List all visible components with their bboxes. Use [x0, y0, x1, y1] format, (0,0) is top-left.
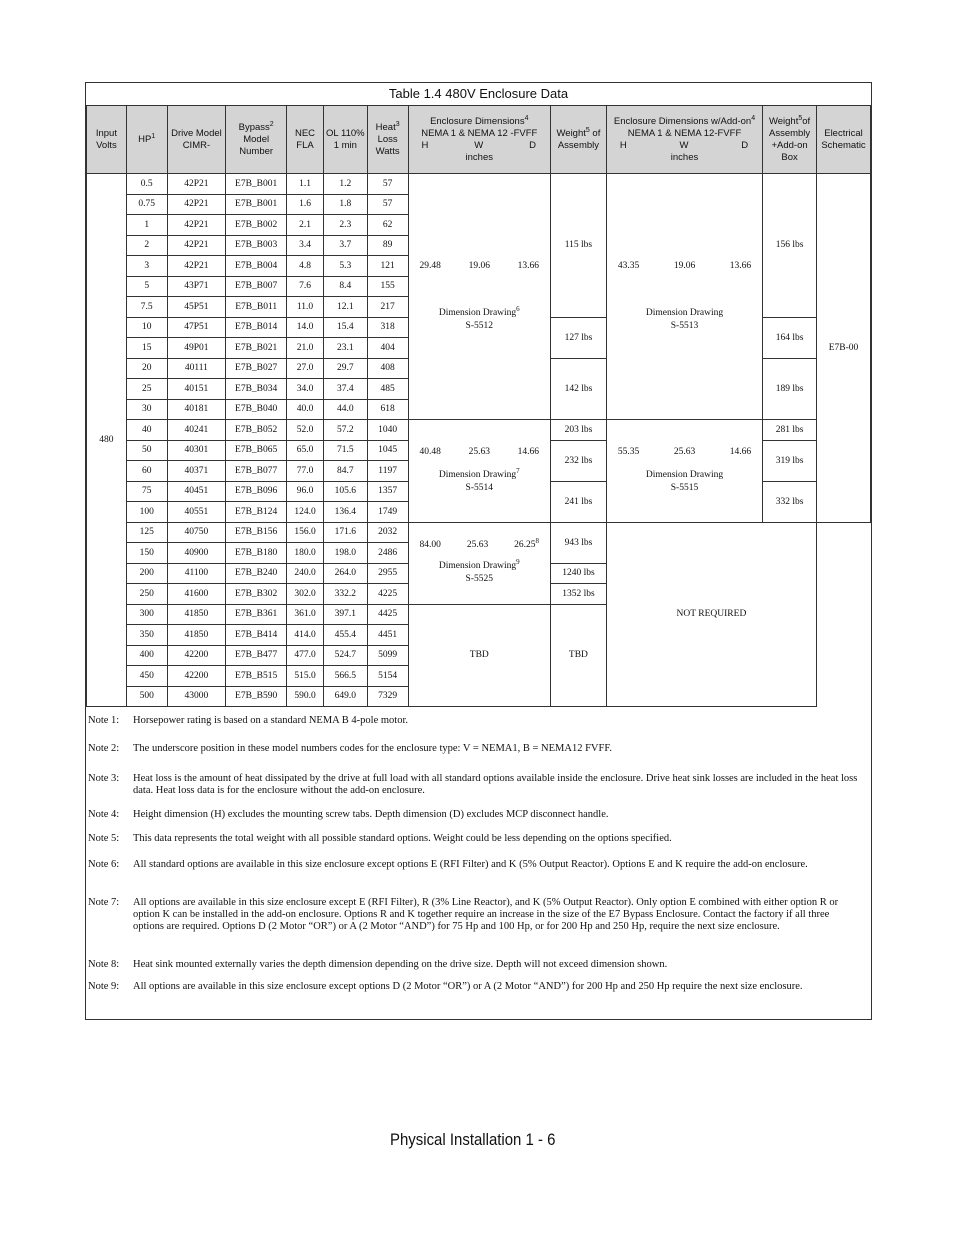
heat-loss-cell: 7329: [367, 686, 408, 707]
bypass-model-cell: E7B_B590: [226, 686, 287, 707]
ol-cell: 566.5: [323, 666, 367, 687]
heat-loss-cell: 4451: [367, 625, 408, 646]
input-volts-cell: 480: [87, 174, 127, 707]
drive-model-cell: 41600: [167, 584, 226, 605]
nec-fla-cell: 3.4: [287, 235, 324, 256]
note-text: Heat sink mounted externally varies the depth dimension depending on the drive size. Depth will not exceed dimension shown.: [133, 959, 668, 970]
nec-fla-cell: 124.0: [287, 502, 324, 523]
bypass-model-cell: E7B_B156: [226, 522, 287, 543]
table-frame: [85, 82, 872, 1020]
hp-cell: 15: [126, 338, 167, 359]
weight-cell: 1240 lbs: [551, 563, 607, 584]
bypass-model-cell: E7B_B001: [226, 194, 287, 215]
ol-cell: 71.5: [323, 440, 367, 461]
dimension-drawing-label: Dimension Drawing$^7$ S-5514: [438, 466, 520, 493]
drive-model-cell: 40371: [167, 461, 226, 482]
heat-loss-cell: 318: [367, 317, 408, 338]
note-item: [88, 773, 858, 797]
nec-fla-cell: 1.1: [287, 174, 324, 195]
bypass-model-cell: E7B_B302: [226, 584, 287, 605]
dimension-values: 29.48 19.06 13.66: [419, 260, 539, 271]
weight-cell: 142 lbs: [551, 358, 607, 420]
drive-model-cell: 41850: [167, 604, 226, 625]
drive-model-cell: 47P51: [167, 317, 226, 338]
ol-cell: 44.0: [323, 399, 367, 420]
bypass-model-cell: E7B_B180: [226, 543, 287, 564]
header-addon-weight: Weight$^5$of Assembly +Add-on Box: [763, 106, 817, 174]
hp-cell: 3: [126, 256, 167, 277]
nec-fla-cell: 34.0: [287, 379, 324, 400]
bypass-model-cell: E7B_B124: [226, 502, 287, 523]
dimension-drawing-label: Dimension Drawing$^6$ S-5512: [438, 304, 520, 331]
note-text: All options are available in this size enclosure except options D (2 Motor “OR”) or A (2 Motor “AND”) for 200 Hp and 250 Hp require the next size enclosure.: [133, 981, 803, 992]
table-row: [87, 522, 871, 543]
drive-model-cell: 43000: [167, 686, 226, 707]
note-item: [88, 809, 858, 821]
header-drive-model: Drive Model CIMR-: [167, 106, 226, 174]
drive-model-cell: 40900: [167, 543, 226, 564]
hp-cell: 10: [126, 317, 167, 338]
addon-dim-group: [606, 174, 762, 420]
ol-cell: 264.0: [323, 563, 367, 584]
enclosure-data-table: [86, 105, 871, 707]
note-text: Heat loss is the amount of heat dissipated by the drive at full load with all standard options available inside the enclosure. Drive heat sink losses are included in the heat loss data. Heat loss data is for the enclosure without the add-on enclosure.: [133, 773, 858, 796]
drive-model-cell: 40111: [167, 358, 226, 379]
dimension-values: 84.00 25.63 26.25$^8$: [419, 536, 539, 550]
heat-loss-cell: 217: [367, 297, 408, 318]
nec-fla-cell: 361.0: [287, 604, 324, 625]
note-label: Note 4:: [88, 809, 120, 820]
heat-loss-cell: 155: [367, 276, 408, 297]
dimension-drawing-label: Dimension Drawing S-5513: [645, 307, 724, 331]
nec-fla-cell: 302.0: [287, 584, 324, 605]
hp-cell: 400: [126, 645, 167, 666]
note-label: Note 5:: [88, 833, 120, 844]
nec-fla-cell: 21.0: [287, 338, 324, 359]
note-item: [88, 959, 858, 971]
nec-fla-cell: 11.0: [287, 297, 324, 318]
bypass-model-cell: E7B_B077: [226, 461, 287, 482]
note-text: This data represents the total weight with all possible standard options. Weight could be less depending on the options specified.: [133, 833, 672, 844]
heat-loss-cell: 2955: [367, 563, 408, 584]
ol-cell: 1.2: [323, 174, 367, 195]
weight-cell: 115 lbs: [551, 174, 607, 318]
nec-fla-cell: 414.0: [287, 625, 324, 646]
weight-cell: 232 lbs: [551, 440, 607, 481]
nec-fla-cell: 27.0: [287, 358, 324, 379]
hp-cell: 100: [126, 502, 167, 523]
heat-loss-cell: 1357: [367, 481, 408, 502]
weight-cell: TBD: [551, 604, 607, 707]
schematic-cell: E7B-00: [817, 174, 871, 523]
ol-cell: 136.4: [323, 502, 367, 523]
note-item: [88, 859, 858, 871]
hp-cell: 300: [126, 604, 167, 625]
bypass-model-cell: E7B_B361: [226, 604, 287, 625]
drive-model-cell: 42P21: [167, 256, 226, 277]
nec-fla-cell: 52.0: [287, 420, 324, 441]
hp-cell: 2: [126, 235, 167, 256]
bypass-model-cell: E7B_B027: [226, 358, 287, 379]
header-bypass-model: Bypass$^2$ Model Number: [226, 106, 287, 174]
bypass-model-cell: E7B_B040: [226, 399, 287, 420]
header-schematic: Electrical Schematic: [817, 106, 871, 174]
header-heat-loss: Heat$^3$ Loss Watts: [367, 106, 408, 174]
nec-fla-cell: 65.0: [287, 440, 324, 461]
ol-cell: 8.4: [323, 276, 367, 297]
nec-fla-cell: 180.0: [287, 543, 324, 564]
drive-model-cell: 42200: [167, 645, 226, 666]
heat-loss-cell: 5154: [367, 666, 408, 687]
bypass-model-cell: E7B_B001: [226, 174, 287, 195]
table-body: [87, 174, 871, 707]
addon-not-required: NOT REQUIRED: [606, 522, 816, 707]
nec-fla-cell: 1.6: [287, 194, 324, 215]
heat-loss-cell: 1197: [367, 461, 408, 482]
weight-cell: 943 lbs: [551, 522, 607, 563]
ol-cell: 12.1: [323, 297, 367, 318]
hp-cell: 150: [126, 543, 167, 564]
note-text: The underscore position in these model numbers codes for the enclosure type: V = NEMA1, B = NEMA12 FVFF.: [133, 743, 612, 754]
ol-cell: 2.3: [323, 215, 367, 236]
bypass-model-cell: E7B_B004: [226, 256, 287, 277]
bypass-model-cell: E7B_B034: [226, 379, 287, 400]
drive-model-cell: 40451: [167, 481, 226, 502]
heat-loss-cell: 2032: [367, 522, 408, 543]
hp-cell: 50: [126, 440, 167, 461]
ol-cell: 332.2: [323, 584, 367, 605]
hp-cell: 450: [126, 666, 167, 687]
nec-fla-cell: 2.1: [287, 215, 324, 236]
addon-weight-cell: 156 lbs: [763, 174, 817, 318]
drive-model-cell: 42200: [167, 666, 226, 687]
enclosure-dim-group: [408, 522, 550, 604]
drive-model-cell: 40241: [167, 420, 226, 441]
header-input-volts: Input Volts: [87, 106, 127, 174]
ol-cell: 1.8: [323, 194, 367, 215]
nec-fla-cell: 4.8: [287, 256, 324, 277]
bypass-model-cell: E7B_B096: [226, 481, 287, 502]
hp-cell: 75: [126, 481, 167, 502]
heat-loss-cell: 408: [367, 358, 408, 379]
heat-loss-cell: 57: [367, 194, 408, 215]
bypass-model-cell: E7B_B065: [226, 440, 287, 461]
drive-model-cell: 43P71: [167, 276, 226, 297]
table-row: [87, 420, 871, 441]
bypass-model-cell: E7B_B515: [226, 666, 287, 687]
addon-dim-group: [606, 420, 762, 523]
bypass-model-cell: E7B_B007: [226, 276, 287, 297]
nec-fla-cell: 590.0: [287, 686, 324, 707]
hp-cell: 250: [126, 584, 167, 605]
header-nec-fla: NEC FLA: [287, 106, 324, 174]
nec-fla-cell: 77.0: [287, 461, 324, 482]
nec-fla-cell: 40.0: [287, 399, 324, 420]
ol-cell: 84.7: [323, 461, 367, 482]
addon-weight-cell: 332 lbs: [763, 481, 817, 522]
ol-cell: 397.1: [323, 604, 367, 625]
note-label: Note 8:: [88, 959, 120, 970]
table-row: [87, 174, 871, 195]
ol-cell: 524.7: [323, 645, 367, 666]
ol-cell: 23.1: [323, 338, 367, 359]
heat-loss-cell: 57: [367, 174, 408, 195]
enclosure-dim-group: [408, 420, 550, 523]
addon-weight-cell: 164 lbs: [763, 317, 817, 358]
page-footer: Physical Installation 1 - 6: [390, 1130, 556, 1149]
hp-cell: 1: [126, 215, 167, 236]
bypass-model-cell: E7B_B240: [226, 563, 287, 584]
heat-loss-cell: 5099: [367, 645, 408, 666]
dimension-drawing-label: Dimension Drawing$^9$ S-5525: [438, 557, 520, 584]
ol-cell: 171.6: [323, 522, 367, 543]
drive-model-cell: 45P51: [167, 297, 226, 318]
heat-loss-cell: 2486: [367, 543, 408, 564]
addon-weight-cell: 281 lbs: [763, 420, 817, 441]
header-ol: OL 110% 1 min: [323, 106, 367, 174]
drive-model-cell: 40750: [167, 522, 226, 543]
hp-cell: 350: [126, 625, 167, 646]
note-text: Height dimension (H) excludes the mounting screw tabs. Depth dimension (D) excludes MCP disconnect handle.: [133, 809, 609, 820]
heat-loss-cell: 89: [367, 235, 408, 256]
bypass-model-cell: E7B_B003: [226, 235, 287, 256]
drive-model-cell: 42P21: [167, 235, 226, 256]
bypass-model-cell: E7B_B011: [226, 297, 287, 318]
addon-weight-cell: 189 lbs: [763, 358, 817, 420]
heat-loss-cell: 404: [367, 338, 408, 359]
bypass-model-cell: E7B_B002: [226, 215, 287, 236]
hp-cell: 25: [126, 379, 167, 400]
heat-loss-cell: 62: [367, 215, 408, 236]
heat-loss-cell: 121: [367, 256, 408, 277]
drive-model-cell: 42P21: [167, 215, 226, 236]
drive-model-cell: 40551: [167, 502, 226, 523]
hp-cell: 7.5: [126, 297, 167, 318]
drive-model-cell: 40151: [167, 379, 226, 400]
hp-cell: 5: [126, 276, 167, 297]
bypass-model-cell: E7B_B021: [226, 338, 287, 359]
hp-cell: 500: [126, 686, 167, 707]
ol-cell: 5.3: [323, 256, 367, 277]
heat-loss-cell: 4225: [367, 584, 408, 605]
addon-weight-cell: 319 lbs: [763, 440, 817, 481]
drive-model-cell: 40181: [167, 399, 226, 420]
nec-fla-cell: 477.0: [287, 645, 324, 666]
nec-fla-cell: 14.0: [287, 317, 324, 338]
dimension-drawing-label: Dimension Drawing S-5515: [645, 469, 724, 493]
dimension-values: 43.35 19.06 13.66: [617, 260, 752, 271]
ol-cell: 57.2: [323, 420, 367, 441]
ol-cell: 198.0: [323, 543, 367, 564]
weight-cell: 1352 lbs: [551, 584, 607, 605]
hp-cell: 200: [126, 563, 167, 584]
dimension-values: 40.48 25.63 14.66: [419, 446, 539, 457]
header-addon-dimensions: Enclosure Dimensions $w/Add-on^4$ NEMA 1 & NEMA 12-FVFF H W D inches: [606, 106, 762, 174]
heat-loss-cell: 1749: [367, 502, 408, 523]
note-text: All options are available in this size enclosure except E (RFI Filter), R (3% Line Reactor), and K (5% Output Reactor). Only option E combined with either option R or option K can be installed in the add-on enclosure. Options R and K together require an increase in the size of the E7 Bypass Enclosure. Contact the factory if all three options are required. Options D (2 Motor “OR”) or A (2 Motor “AND”) for 75 Hp and 100 Hp, or for 200 Hp and 250 Hp, require the next size enclosure.: [133, 897, 839, 932]
note-text: All standard options are available in this size enclosure except options E (RFI Filter) and K (5% Output Reactor). Options E and K require the add-on enclosure.: [133, 859, 808, 870]
note-label: Note 7:: [88, 897, 120, 908]
heat-loss-cell: 4425: [367, 604, 408, 625]
drive-model-cell: 42P21: [167, 194, 226, 215]
bypass-model-cell: E7B_B414: [226, 625, 287, 646]
ol-cell: 105.6: [323, 481, 367, 502]
drive-model-cell: 41850: [167, 625, 226, 646]
ol-cell: 29.7: [323, 358, 367, 379]
heat-loss-cell: 618: [367, 399, 408, 420]
hp-cell: 0.5: [126, 174, 167, 195]
ol-cell: 455.4: [323, 625, 367, 646]
note-item: [88, 897, 858, 933]
weight-cell: 127 lbs: [551, 317, 607, 358]
heat-loss-cell: 485: [367, 379, 408, 400]
header-enclosure-dimensions: Enclosure Dimensions$^4$ NEMA 1 & NEMA 12 -FVFF H W D inches: [408, 106, 550, 174]
hp-cell: 0.75: [126, 194, 167, 215]
header-hp: $HP^1$: [126, 106, 167, 174]
note-item: [88, 715, 858, 727]
note-label: Note 1:: [88, 715, 120, 726]
hp-cell: 40: [126, 420, 167, 441]
ol-cell: 3.7: [323, 235, 367, 256]
note-item: [88, 833, 858, 845]
drive-model-cell: 40301: [167, 440, 226, 461]
note-text: Horsepower rating is based on a standard NEMA B 4-pole motor.: [133, 715, 408, 726]
enclosure-dim-group: [408, 174, 550, 420]
note-label: Note 2:: [88, 743, 120, 754]
header-weight: Weight$^5$ of Assembly: [551, 106, 607, 174]
hp-cell: 60: [126, 461, 167, 482]
note-item: [88, 743, 858, 755]
nec-fla-cell: 96.0: [287, 481, 324, 502]
bypass-model-cell: E7B_B052: [226, 420, 287, 441]
weight-cell: 241 lbs: [551, 481, 607, 522]
nec-fla-cell: 515.0: [287, 666, 324, 687]
ol-cell: 37.4: [323, 379, 367, 400]
table-header-row: [87, 106, 871, 174]
ol-cell: 15.4: [323, 317, 367, 338]
drive-model-cell: 49P01: [167, 338, 226, 359]
ol-cell: 649.0: [323, 686, 367, 707]
nec-fla-cell: 156.0: [287, 522, 324, 543]
bypass-model-cell: E7B_B477: [226, 645, 287, 666]
bypass-model-cell: E7B_B014: [226, 317, 287, 338]
note-label: Note 9:: [88, 981, 120, 992]
hp-cell: 125: [126, 522, 167, 543]
drive-model-cell: 42P21: [167, 174, 226, 195]
note-item: [88, 981, 858, 993]
hp-cell: 30: [126, 399, 167, 420]
enclosure-dim-tbd: TBD: [408, 604, 550, 707]
heat-loss-cell: 1040: [367, 420, 408, 441]
nec-fla-cell: 7.6: [287, 276, 324, 297]
note-label: Note 3:: [88, 773, 120, 784]
nec-fla-cell: 240.0: [287, 563, 324, 584]
table-caption: Table 1.4 480V Enclosure Data: [86, 83, 871, 106]
note-label: Note 6:: [88, 859, 120, 870]
weight-cell: 203 lbs: [551, 420, 607, 441]
heat-loss-cell: 1045: [367, 440, 408, 461]
dimension-values: 55.35 25.63 14.66: [617, 446, 752, 457]
hp-cell: 20: [126, 358, 167, 379]
drive-model-cell: 41100: [167, 563, 226, 584]
